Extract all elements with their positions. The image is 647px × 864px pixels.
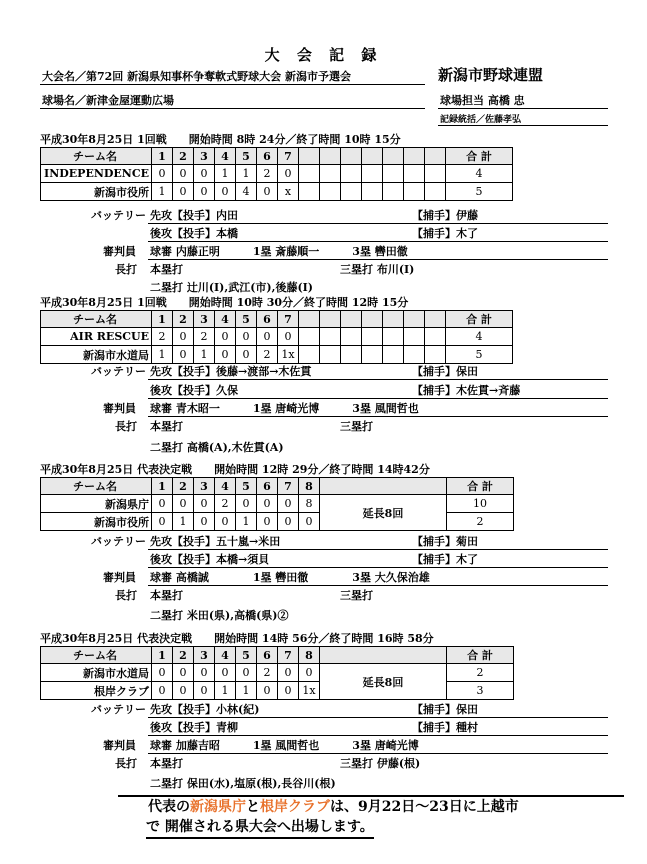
venue-manager: 球場担当 高橋 忠 xyxy=(440,94,525,107)
catcher-top: 【捕手】菊田 xyxy=(412,535,478,548)
total-header: 合 計 xyxy=(446,148,513,165)
battery-bottom: 後攻【投手】青柳 xyxy=(150,721,238,734)
table-row: 新潟県庁 0 0 0 2 0 0 0 8 延長8回 10 xyxy=(41,495,514,513)
doubles: 二塁打 辻川(I),武江(市),後藤(I) xyxy=(150,281,314,294)
tournament-name: 大会名／第72回 新潟県知事杯争奪軟式野球大会 新潟市予選会 xyxy=(42,70,351,83)
table-row: 新潟市水道局 1 0 1 0 0 2 1x 5 xyxy=(41,346,513,364)
page-title: 大 会 記 録 xyxy=(264,46,383,64)
doubles: 二塁打 保田(水),塩原(根),長谷川(根) xyxy=(150,777,336,790)
table-row: AIR RESCUE 2 0 2 0 0 0 0 4 xyxy=(41,328,513,346)
table-row: 新潟市役所 1 0 0 0 4 0 x 5 xyxy=(41,183,513,201)
umpires: 球審 高橋誠 1塁 轡田徹 3塁 大久保治雄 xyxy=(150,571,430,584)
homeruns: 本塁打 xyxy=(150,263,183,276)
battery-bottom: 後攻【投手】久保 xyxy=(150,384,238,397)
battery-top: 先攻【投手】後藤→渡部→木佐貫 xyxy=(150,365,312,378)
table-row: 新潟市水道局 0 0 0 0 0 2 0 0 延長8回 2 xyxy=(41,664,514,682)
catcher-bottom: 【捕手】木了 xyxy=(412,553,478,566)
team-header: チーム名 xyxy=(41,148,152,165)
catcher-bottom: 【捕手】種村 xyxy=(412,721,478,734)
scoreboard: チーム名 1 2 3 4 5 6 7 合 計 AIR RESCUE 2 0 2 0 0 0 0 4 新潟市水道局 1 0 1 0 0 2 1x 5 xyxy=(40,310,513,364)
umpires: 球審 青木昭一 1塁 唐崎光博 3塁 風間哲也 xyxy=(150,402,419,415)
extra-innings: 延長8回 xyxy=(320,495,447,531)
catcher-top: 【捕手】伊藤 xyxy=(412,209,478,222)
doubles: 二塁打 高橋(A),木佐貫(A) xyxy=(150,441,284,454)
team-highlight: 根岸クラブ xyxy=(260,799,330,815)
game-header: 平成30年8月25日 1回戦 開始時間 8時 24分／終了時間 10時 15分 xyxy=(40,133,401,146)
recorder: 記録統括／佐藤孝弘 xyxy=(440,115,522,125)
battery-top: 先攻【投手】五十嵐→米田 xyxy=(150,535,281,548)
venue-name: 球場名／新津金屋運動広場 xyxy=(42,94,174,107)
homeruns: 本塁打 xyxy=(150,420,183,433)
team-highlight: 新潟県庁 xyxy=(190,799,246,815)
homeruns: 本塁打 xyxy=(150,757,183,770)
table-row: 新潟市役所 0 1 0 0 1 0 0 0 2 xyxy=(41,513,514,531)
battery-bottom: 後攻【投手】本橋 xyxy=(150,227,238,240)
scoreboard: チーム名 1 2 3 4 5 6 7 8 合 計 新潟市水道局 0 0 0 0 0 2 0 0 延長8回 2 根岸クラブ 0 0 0 1 1 0 0 1x 3 xyxy=(40,646,514,700)
battery-top: 先攻【投手】内田 xyxy=(150,209,238,222)
battery-bottom: 後攻【投手】本橋→須貝 xyxy=(150,553,270,566)
triples: 三塁打 伊藤(根) xyxy=(340,757,421,770)
doubles: 二塁打 米田(県),高橋(県)② xyxy=(150,609,289,622)
triples: 三塁打 xyxy=(340,589,373,602)
table-row: 根岸クラブ 0 0 0 1 1 0 0 1x 3 xyxy=(41,682,514,700)
homeruns: 本塁打 xyxy=(150,589,183,602)
game-header: 平成30年8月25日 代表決定戦 開始時間 14時 56分／終了時間 16時 58分 xyxy=(40,632,434,645)
footer-announcement: 代表の新潟県庁と根岸クラブは、9月22日～23日に上越市 で 開催される県大会へ出場します。 xyxy=(148,797,519,839)
extra-innings: 延長8回 xyxy=(320,664,447,700)
game-header: 平成30年8月25日 代表決定戦 開始時間 12時 29分／終了時間 14時42分 xyxy=(40,463,430,476)
catcher-top: 【捕手】保田 xyxy=(412,703,478,716)
catcher-top: 【捕手】保田 xyxy=(412,365,478,378)
scoreboard: チーム名 1 2 3 4 5 6 7 合 計 INDEPENDENCE 0 0 0 1 1 2 0 4 新潟市役所 1 0 0 0 4 0 x 5 xyxy=(40,147,513,201)
catcher-bottom: 【捕手】木了 xyxy=(412,227,478,240)
catcher-bottom: 【捕手】木佐貫→斉藤 xyxy=(412,384,521,397)
league-name: 新潟市野球連盟 xyxy=(438,66,544,84)
game-header: 平成30年8月25日 1回戦 開始時間 10時 30分／終了時間 12時 15分 xyxy=(40,296,409,309)
umpires: 球審 加藤吉昭 1塁 風間哲也 3塁 唐崎光博 xyxy=(150,739,419,752)
table-row: INDEPENDENCE 0 0 0 1 1 2 0 4 xyxy=(41,165,513,183)
scoreboard: チーム名 1 2 3 4 5 6 7 8 合 計 新潟県庁 0 0 0 2 0 0 0 8 延長8回 10 新潟市役所 0 1 0 0 1 0 0 0 2 xyxy=(40,477,514,531)
triples: 三塁打 布川(I) xyxy=(340,263,415,276)
umpires: 球審 内藤正明 1塁 斎藤順一 3塁 轡田徹 xyxy=(150,245,408,258)
triples: 三塁打 xyxy=(340,420,373,433)
battery-top: 先攻【投手】小林(紀) xyxy=(150,703,260,716)
